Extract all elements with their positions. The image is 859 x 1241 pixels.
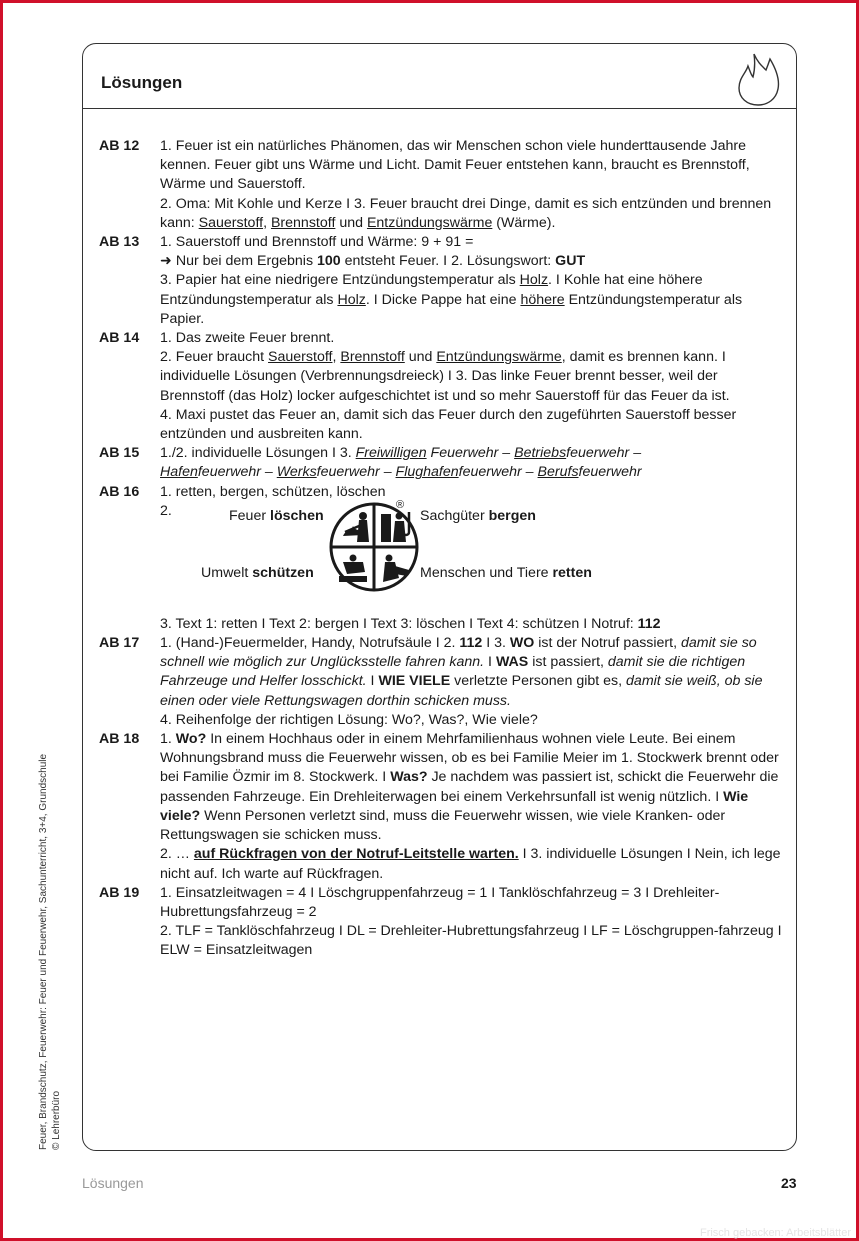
ab18-answer-1: 1. Wo? In einem Hochhaus oder in einem Mehrfamilienhaus wohnen viele Leute. Bei einem Wohnungsbrand muss die Feuerwehr wissen, ob es bei Familie Meier im 1. Stockwerk brennt oder bei Familie Özmir im 8. Stockwerk. I Was? Je nachdem was passiert ist, schickt die Feuerwehr die passenden Fahrzeuge. Ein Drehleiterwagen bei einem Verkehrsunfall ist wenig nützlich. I Wie viele? Wenn Personen verletzt sind, muss die Feuerwehr wissen, wie viele Kranken- oder Rettungswagen sie schicken muss. [160,731,779,844]
fire-brigade-emblem-icon [329,502,419,592]
section-ab12 [99,137,783,233]
source-line: Feuer, Brandschutz, Feuerwehr: Feuer und Feuerwehr, Sachunterricht, 3+4, Grundschule [38,753,49,1150]
ab19-answer-2: 2. TLF = Tanklöschfahrzeug I DL = Drehleiter-Hubrettungsfahrzeug I LF = Löschgruppen-fahrzeug I ELW = Einsatzleitwagen [160,923,782,959]
section-label: AB 17 [99,635,140,652]
label-umwelt-schuetzen: Umwelt schützen [201,564,314,581]
footer-section-title: Lösungen [82,1175,144,1191]
ab13-answer-3: 3. Papier hat eine niedrigere Entzündungstemperatur als Holz. I Kohle hat eine höhere Entzündungstemperatur als Holz. I Dicke Pappe hat eine höhere Entzündungstemperatur als Papier. [160,272,743,327]
section-label: AB 18 [99,731,140,748]
section-label: AB 16 [99,483,140,500]
copyright-line: © Lehrerbüro [50,1090,62,1150]
ab17-answer-4: 4. Reihenfolge der richtigen Lösung: Wo?, Was?, Wie viele? [160,711,538,728]
ab19-answer-1: 1. Einsatzleitwagen = 4 I Löschgruppenfahrzeug = 1 I Tanklöschfahrzeug = 3 I Drehleiter-Hubrettungsfahrzeug = 2 [160,884,720,920]
ab16-answer-1: 1. retten, bergen, schützen, löschen [160,483,386,500]
section-label: AB 12 [99,138,140,154]
ab18-answer-2: 2. … auf Rückfragen von der Notruf-Leitstelle warten. I 3. individuelle Lösungen I Nein, ich lege nicht auf. Ich warte auf Rückfragen. [160,846,781,882]
label-sachgueter-bergen: Sachgüter bergen [420,507,536,524]
registered-mark: ® [396,498,405,511]
ab13-answer-1: 1. Sauerstoff und Brennstoff und Wärme: 9 + 91 = [160,234,474,251]
ab17-answer-1: 1. (Hand-)Feuermelder, Handy, Notrufsäule I 2. 112 I 3. WO ist der Notruf passiert, damit sie so schnell wie möglich zur Unglücksstelle fahren kann. I WAS ist passiert, damit sie die richtigen Fahrzeuge und Helfer losschickt. I WIE VIELE verletzte Personen gibt es, damit sie weiß, ob sie einen oder viele Rettungswagen dorthin schicken muss. [160,635,763,709]
ab12-answer-2: 2. Oma: Mit Kohle und Kerze I 3. Feuer braucht drei Dinge, damit es sich entzünden und brennen kann: Sauerstoff, Brennstoff und Entzündungswärme (Wärme). [160,195,772,231]
ab15-answer: 1./2. individuelle Lösungen I 3. Freiwilligen Feuerwehr – Betriebsfeuerwehr – Hafenfeuerwehr – Werksfeuerwehr – Flughafenfeuerwehr – Berufsfeuerwehr [160,445,642,481]
ab16-answer-3: 3. Text 1: retten I Text 2: bergen I Text 3: löschen I Text 4: schützen I Notruf: 112 [160,615,661,632]
section-ab15 [99,444,783,482]
page-title: Lösungen [101,73,183,92]
copyright-side-note [38,730,63,1150]
page-number: 23 [781,1175,797,1191]
section-label: AB 19 [99,884,140,901]
section-label: AB 13 [99,234,140,251]
ab13-answer-2: ➜ Nur bei dem Ergebnis 100 entsteht Feuer. I 2. Lösungswort: GUT [160,253,586,270]
section-ab16 [99,483,783,634]
label-menschen-retten: Menschen und Tiere retten [420,564,592,581]
label-feuer-loeschen: Feuer löschen [229,507,324,524]
flame-icon [736,51,780,107]
section-ab19 [99,884,783,961]
figure-number: 2. [160,502,172,519]
ab14-answer-1: 1. Das zweite Feuer brennt. [160,330,335,347]
solutions-content [99,137,783,961]
ab14-answer-2: 2. Feuer braucht Sauerstoff, Brennstoff und Entzündungswärme, damit es brennen kann. I individuelle Lösungen (Verbrennungsdreieck) I 3. Das linke Feuer brennt besser, weil der Brennstoff (das Holz) locker aufgeschichtet ist und so mehr Sauerstoff für das Feuer da ist. [160,349,730,404]
section-ab14 [99,329,783,444]
ab12-answer-1: 1. Feuer ist ein natürliches Phänomen, das wir Menschen schon viele hunderttausende Jahre kennen. Feuer gibt uns Wärme und Licht. Damit Feuer entstehen kann, braucht es Brennstoff, Wärme und Sauerstoff. [160,138,750,193]
ab14-answer-4: 4. Maxi pustet das Feuer an, damit sich das Feuer durch den zugeführten Sauerstoff besser entzünden und ausbreiten kann. [160,406,737,443]
section-ab18 [99,730,783,884]
section-label: AB 15 [99,445,140,462]
title-divider [83,108,796,109]
section-ab17 [99,634,783,730]
fire-brigade-tasks-figure [160,498,783,615]
watermark: Frisch gebacken: Arbeitsblätter [699,1227,851,1239]
section-ab13 [99,233,783,329]
section-label: AB 14 [99,330,140,347]
